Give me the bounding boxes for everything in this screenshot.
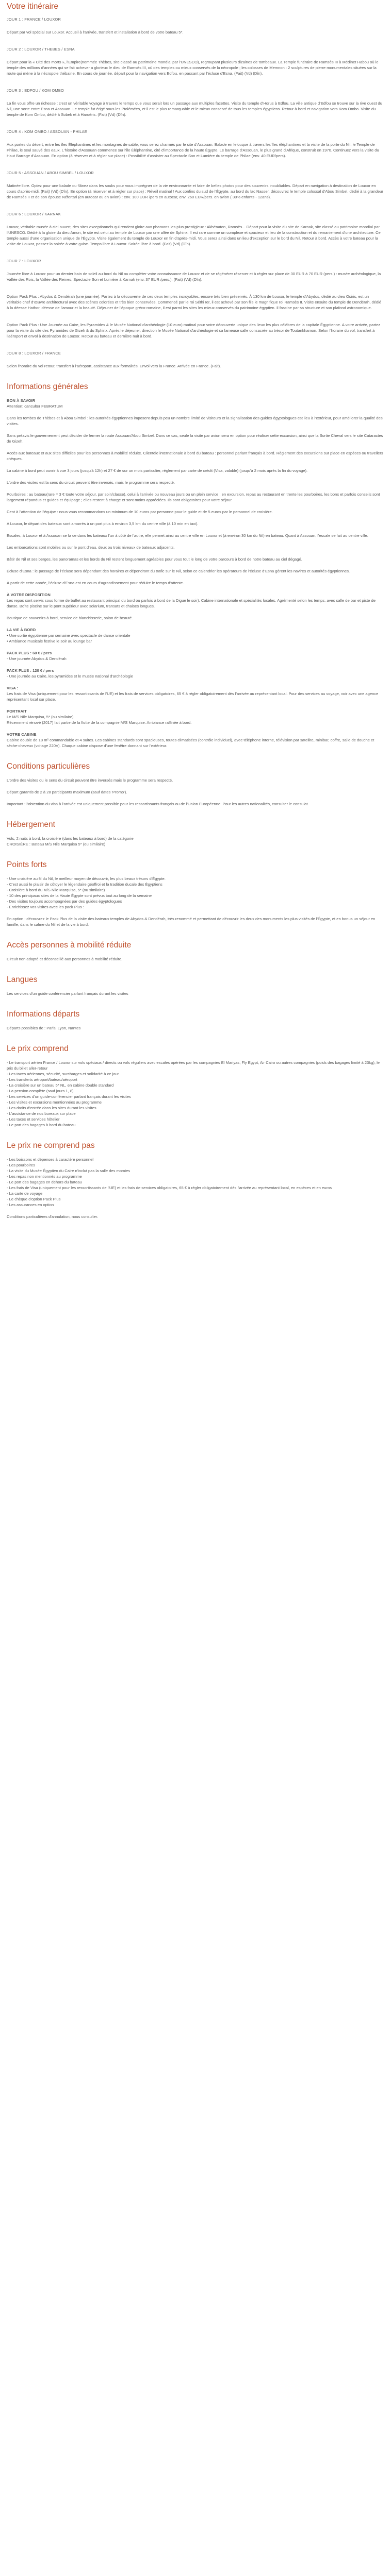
option-description: Option Pack Plus : Abydos & Dendérah (une journée). Partez à la découverte de ces deux temples incroyables, encore très bien préservés. À 130 km de Louxor, le temple d'Abydos, dédié au dieu Osiris, est un véritable chef d'œuvre architectural avec des scènes colorées et très bien conservées. Commencé par le roi Séthi Ier, il est achevé par son fils le magnifique roi Ramsès II. Visite ensuite du temple de Dendérah, dédié à la déesse Hathor, déesse de l'amour et la beauté. Déjeuner de l'époque gréco-romaine, il est parmi les sites les mieux conservés du patrimoine égyptien. Il fascine par sa structure et son plafond astronomique. (7, 294, 382, 310)
day-title: JOUR 4 : KOM OMBO / ASSOUAN - PHILAE (7, 129, 87, 134)
day-8 (7, 350, 384, 369)
highlights-list (7, 876, 384, 910)
conditions-paragraph: Important : l'obtention du visa à l'arrivée est uniquement possible pour les ressortissants français ou de l'Union Européenne. Pour les autres nationalités, consulter le consulat. (7, 802, 309, 806)
day-title: JOUR 2 : LOUXOR / THEBES / ESNA (7, 47, 75, 52)
info-block-text: Les embarcations sont mobiles ou sur le pont d'eau, deux ou trois niveaux de bateaux adjacents. (7, 545, 175, 550)
day-title: JOUR 1 : FRANCE / LOUXOR (7, 17, 61, 22)
highlight-item: - 10 des principaux sites de la Haute Égypte sont prévus tout au long de la semaine (7, 893, 152, 898)
day-title: JOUR 8 : LOUXOR / FRANCE (7, 351, 61, 355)
price-list-item: - Les frais de Visa (uniquement pour les ressortissants de l'UE) et les frais de services obligatoires, 65 € à régler obligatoirement dès l'arrivée au représentant local, en espèces et en euros (7, 1185, 332, 1190)
info-block (7, 627, 384, 644)
price-excludes-section (7, 1141, 384, 1219)
info-block (7, 509, 384, 515)
info-block (7, 568, 384, 574)
info-block (7, 492, 384, 503)
info-block-text: Attention: canculter FEBRATUM (7, 404, 63, 409)
day-5 (7, 170, 384, 200)
info-block (7, 545, 384, 550)
price-list-item: - Les pourboires (7, 1163, 35, 1167)
highlight-item: - Une croisière au fil du Nil, le meilleur moyen de découvrir, les plus beaux trésors d'Égypte. (7, 876, 166, 881)
info-block (7, 533, 384, 538)
day-1 (7, 16, 384, 35)
info-block-text: À partir de cette année, l'écluse d'Esna est en cours d'agrandissement pour réduire le temps d'attente. (7, 581, 184, 585)
accommodation-heading: Hébergement (7, 820, 55, 829)
day-description: Départ par vol spécial sur Louxor. Accueil à l'arrivée, transfert et installation à bord de votre bateau 5*. (7, 30, 184, 35)
general-info-blocks (7, 398, 384, 749)
info-block-label: VOTRE CABINE (7, 732, 37, 737)
info-block-text: Cent à l'attention de l'équipe : nous vous recommandons un minimum de 10 euros par personne pour le guide et de 5 euros par le personnel de croisière. (7, 510, 273, 514)
cancellation-note: Conditions particulières d'annulation, nous consulter. (7, 1214, 99, 1219)
highlight-item: - C'est aussi le plaisir de côtoyer le légendaire géoffroi et la tradition ducale des Égyptiens (7, 882, 162, 887)
accessibility-text: Circuit non adapté et déconseillé aux personnes à mobilité réduite. (7, 957, 123, 961)
day-title: JOUR 6 : LOUXOR / KARNAK (7, 212, 61, 216)
info-block (7, 708, 384, 725)
price-includes-heading: Le prix comprend (7, 1044, 69, 1053)
info-block-text: Accès aux bateaux et aux sites difficiles pour les personnes à mobilité réduite. Clientèle internationale à bord du bateau : personnel parlant français à bord. Règlement des excursions sur place en espèces ou travellers chèques. (7, 451, 383, 461)
day-title: JOUR 5 : ASSOUAN / ABOU SIMBEL / LOUXOR (7, 171, 94, 175)
price-list-item: - Les assurances en option (7, 1202, 54, 1207)
info-block-text: La cabine à bord peut ouvrir à vue 3 jours (jusqu'à 12h) et 27 € de sur un mois particulier, réglement par carte de crédit (Visa, valable) (jusqu'à 2 mois après la fin du voyage). (7, 468, 308, 473)
option-abydos (7, 294, 384, 311)
languages-section (7, 975, 384, 996)
price-list-item: - Les droits d'entrée dans les sites durant les visites (7, 1106, 96, 1110)
info-block (7, 668, 384, 679)
info-block (7, 732, 384, 749)
info-block-text: - Une journée au Caire, les pyramides et le musée national d'archéologie (7, 674, 134, 679)
info-block (7, 468, 384, 473)
departures-heading: Informations départs (7, 1010, 80, 1019)
highlight-item: - Enrichissez vos visites avec les pack Plus : (7, 905, 84, 909)
info-block-text: • Une sortie égyptienne par semaine avec spectacle de danse orientale • Ambiance musicale festive le soir au lounge bar (7, 633, 131, 643)
accommodation-text: Vols, 2 nuits à bord, la croisière (dans les bateaux à bord) de la catégorie CROISIÈRE : Bateau M/S Nile Marquisa 5* (ou similaire) (7, 836, 134, 846)
info-block-label: PACK PLUS : 60 € / pers (7, 651, 52, 655)
info-block-text: Pourboires : au bateau(rare = 3 € toute votre séjour, par soin/classe), celui à l'arrivée ou nouveau jours ou un plein service ; en excursion, repas au restaurant en trente les pourboires, les bons et parfois conseils sont largement répandus et guides et équipage ; elles restent à charge et sont moins appréciées. Ils sont obligatoires pour votre séjour. (7, 492, 380, 502)
departures-section (7, 1010, 384, 1031)
price-excludes-heading: Le prix ne comprend pas (7, 1141, 95, 1150)
option-description: Option Pack Plus : Une Journée au Caire, les Pyramides & le Musée National d'archéologie (10 euro) matinal pour votre découverte unique des lieux les plus célèbres de la capitale Égyptienne. A votre arrivée, partez pour la visite du site des Pyramides de Gizeh & du Sphinx. Après le déjeuner, direction le Musée National d'archéologie et sa fameuse salle consacrée au trésor de Toutankhamon. Selon l'horaire du vol, transfert à l'aéroport et envol à destination de Louxor. Retour au bateau et dernière nuit à bord. (7, 323, 381, 338)
info-block-text: Escales, à Louxor et à Assouan se fa ce dans les bateaux l'un à côté de l'autre, elle permet ainsi au centre ville en Louxor et (à environ 30 km du Nil) en bateau. Quant à Assouan, l'escale se fait au centre ville. (7, 533, 368, 538)
price-list-item: - Le port des bagages en dehors du bateau (7, 1180, 82, 1184)
day-description: Matinée libre. Optez pour une balade ou flânez dans les souks pour vous imprégner de la vie environnante et faire de belles photos pour des souvenirs inoubliables. Départ en navigation à destination de Louxor en cours d'après-midi. (Fait) (Vd) (Dîn). En option (à réserver et à régler sur place) : Réveil matinal ! Aux confins du sud de l'Égypte, au bord du lac Nasser, découvrez le temple colossal d'Abou Simbel, dédié à la grandeur de Ramsès II et de son épouse Néfertari (en autocar ou en avion) : env. 100 EUR /pers en autocar, env. 260 EUR/pers. en avion ( 30% enfants - 12ans). (7, 183, 383, 199)
info-block-label: À VOTRE DISPOSITION (7, 592, 51, 597)
day-7 (7, 258, 384, 282)
info-block-text: Les frais de Visa (uniquement pour les ressortissants de l'UE) et les frais de services obligatoires, 65 € à régler obligatoirement dès l'arrivée au représentant local. Pour des services au voyage, voir avec une agence représentant local sur place. (7, 691, 379, 702)
highlight-item: - Croisière à bord du M/S Nile Marquisa, 5* (ou similaire) (7, 888, 105, 892)
price-includes-section (7, 1044, 384, 1128)
day-description: La fin vous offre un richesse : c'est un véritable voyage à travers le temps que vous serait lors un passage aux multiples facettes. Visite du temple d'Horus à Edfou. La ville antique d'Edfou se trouve sur la rive ouest du Nil, une sorte entre Esna et Assouan. Le temple fut érigé sous les Ptolémées, et il est le plus remarquable et le mieux conservé de tous les temples égyptiens. Retour à bord et navigation vers Kom Ombo. Visite du temple de Kom Ombo, dédié à Sobek et à Haroëris. (Fait) (Vd) (Dîn). (7, 101, 382, 117)
info-block (7, 433, 384, 444)
general-info-heading: Informations générales (7, 382, 88, 391)
price-list-item: - Les taxes aériennes, sécurité, surcharges et solidarité à ce jour (7, 1072, 119, 1076)
info-block (7, 556, 384, 562)
price-list-item: - Les services d'un guide-conférencier parlant français durant les visites (7, 1094, 131, 1099)
info-block (7, 450, 384, 462)
info-block-text: L'ordre des visites est la sens du circuit peuvent être inversés, mais le programme sera respecté. (7, 480, 175, 485)
price-list-item: - Les boissons et dépenses à caractère personnel (7, 1157, 94, 1162)
info-block-text: Écluse d'Esna : le passage de l'écluse sera dépendant des horaires et dépendront du trafic sur le Nil, selon ce calendrier les opérateurs de l'écluse d'Esna gèrent les navires et autorités égyptiennes. (7, 569, 350, 573)
option-cairo (7, 322, 384, 339)
day-title: JOUR 3 : EDFOU / KOM OMBO (7, 88, 64, 93)
languages-text: Les services d'un guide conférencier parlant français durant les visites (7, 991, 128, 996)
info-block (7, 398, 384, 409)
highlights-closing: En option : découvrez le Pack Plus de la visite des bateaux temples de Abydos & Dendérah, très renommé et permettant de découvrir les deux des monuments les plus visités de l'Égypte, et en bonus un séjour en famille, dans le calme du Nil et de la vie à bord. (7, 917, 376, 927)
day-description: Journée libre à Louxor pour un dernier bain de soleil au bord du Nil ou compléter votre connaissance de Louxor et de se régénérer réserver et à régler sur place de 30 EUR à 70 EUR (pers.) : musée archéologique, la Vallée des Rois, la Vallée des Reines, Spectacle Son et Lumière à Karnak (env. 37 EUR /pers.). (Fait) (Vd) (Dîn). (7, 272, 381, 282)
departures-text: Départs possibles de : Paris, Lyon, Nantes (7, 1026, 81, 1030)
highlights-section (7, 860, 384, 927)
info-block (7, 415, 384, 427)
day-3 (7, 88, 384, 117)
info-block (7, 521, 384, 527)
info-block (7, 650, 384, 662)
price-list-item: - Les transferts aéroport/bateau/aéroport (7, 1077, 77, 1082)
conditions-paragraph: Départ garantis de 2 à 28 participants maximum (sauf dates 'Promo'). (7, 790, 127, 794)
info-block-text: Cabine double de 18 m² commandable et 4 suites. Les cabines standards sont spacieuses, toutes climatisées (contrôle individuel), avec téléphone interne, télévision par satellite, minibar, coffre, salle de douche et sèche-cheveux (voltage 220V). Chaque cabine dispose d'une fenêtre donnant sur l'extérieur. (7, 738, 374, 748)
price-list-item: - Les repas non mentionnés au programme (7, 1174, 82, 1179)
accessibility-section (7, 941, 384, 962)
conditions-section (7, 762, 384, 807)
info-block (7, 615, 384, 621)
day-description: Louxor, véritable musée à ciel ouvert, des sites exceptionnels qui rendent gloire aux pharaons les plus prestigieux : Akhénaton, Ramsès... Départ pour la visite du site de Karnak, site classé au patrimoine mondial par l'UNESCO. Dédié à la gloire du dieu Amon, le site est celui au temple de Louxor par une allée de Sphinx. Il est rare comme un complexe et spacieux et lieu de la construction et du remaniement d'une architecture. Ce temple aussi d'une organisation unique de l'Égypte. Visite également du temple de Louxor en fin d'après-midi. Vous serez ainsi dans un lieu d'exception sur le bord du Nil. Retour à bord. Accès à votre bateau pour la visite de Louxor, passez la soirée à votre guise. Temps libre à Louxor. Soirée libre à bord. (Fait) (Vd) (Dîn). (7, 225, 381, 246)
info-block-text: Bâtir de Nil et ses berges, les panoramas et les bords du Nil restent longuement agréables pour vous tout le long de votre parcours à bord de notre bateau au ciel dégagé. (7, 557, 302, 562)
info-block (7, 480, 384, 485)
general-info-section (7, 382, 384, 749)
info-block-text: Le M/S Nile Marquisa, 5* (ou similaire) Récemment rénové (2017) fait partie de la flotte de la compagnie M/S Marquise. Ambiance raffinée à bord. (7, 715, 192, 725)
info-block (7, 592, 384, 609)
highlights-heading: Points forts (7, 860, 47, 869)
price-list-item: - La visite du Musée Égyptien du Caire n'inclut pas la salle des momies (7, 1168, 131, 1173)
price-list-item: - La croisière sur un bateau 5* NL, en cabine double standard (7, 1083, 114, 1088)
trip-details (0, 0, 391, 1219)
info-block-text: Dans les tombes de Thèbes et à Abou Simbel : les autorités égyptiennes imposent depuis peu un nombre limité de visiteurs et la signalisation des guides égyptologues est lieu à l'extérieur, pour améliorer la qualité des visites. (7, 416, 383, 426)
languages-heading: Langues (7, 975, 38, 984)
price-list-item: - La pension complète (sauf jours 1, 8) (7, 1089, 74, 1093)
price-list-item: - Les taxes et services hôtelier (7, 1117, 60, 1122)
price-list-item: - L'assistance de nos bureaux sur place (7, 1111, 76, 1116)
info-block-label: PACK PLUS : 120 € / pers (7, 668, 54, 673)
price-list-item: - La carte de voyage (7, 1191, 43, 1196)
conditions-paragraph: L'ordre des visites ou le sens du circuit peuvent être inversés mais le programme sera respecté. (7, 778, 173, 783)
itinerary-heading: Votre itinéraire (7, 2, 58, 11)
day-description: Selon l'horaire du vol retour, transfert à l'aéroport, assistance aux formalités. Envol vers la France. Arrivée en France. (Fait). (7, 364, 221, 368)
info-block-text: Sans préavis le gouvernement peut décider de fermer la route Assouan/Abou Simbel. Dans ce cas, seule la visite par avion sera en option pour réaliser cette excursion, ainsi que la Sortie Cheval vers le site Cataractes de Gizeh. (7, 433, 383, 444)
day-4 (7, 129, 384, 159)
price-excludes-list (7, 1157, 384, 1208)
info-block (7, 580, 384, 586)
info-block-label: PORTRAIT (7, 709, 27, 714)
price-list-item: - Le transport aérien France / Louxor sur vols spéciaux / directs ou vols réguliers avec escales opérées par les compagnies El Mariyas, Fly Egypt, Air Cairo ou autres compagnies (poids des bagages limité à 23kg), le prix du billet aller-retour (7, 1060, 380, 1071)
day-6 (7, 211, 384, 247)
info-block-text: Boutique de souvenirs à bord, service de blanchisserie, salon de beauté. (7, 616, 133, 620)
conditions-heading: Conditions particulières (7, 762, 90, 771)
day-title: JOUR 7 : LOUXOR (7, 259, 41, 263)
accommodation-section (7, 820, 384, 847)
info-block (7, 685, 384, 702)
info-block-label: BON À SAVOIR (7, 398, 36, 403)
info-block-text: A Louxor, le départ des bateaux sont amarrés à un port plus à environ 3,5 km du centre ville (à 10 min en taxi). (7, 521, 199, 526)
day-description: Aux portes du désert, entre les îles Éléphantines et les montagnes de sable, vous serez charmés par le site d'Assouan. Balade en felouque à travers les îles éléphantines et la visite de la porte du Nil, le Temple de Philae, le seul sauvé des eaux. L'histoire d'Assouan commence sur l'île Éléphantine, cité d'importance de la haute Égypte. Le barrage d'Assouan, le plus grand d'Afrique, construit en 1970. Continuez vers la visite du Haut Barrage d'Assouan. En option (à réserver et à régler sur place) : Possibilité d'assister au Spectacle Son et Lumière du temple de Philae (env. 40 EUR/pers). (7, 142, 379, 158)
itinerary-days (7, 16, 384, 369)
info-block-text: - Une journée Abydos & Dendérah (7, 656, 67, 661)
price-includes-list (7, 1060, 384, 1128)
day-description: Départ pour la « Cité des morts », l'Empire(nommée Thèbes, site classé au patrimoine mondial par l'UNESCO), regroupant plusieurs dizaines de tombeaux. La Temple funéraire de Ramsès III à Médinet Habou où le temple des millions d'années qui se fait achever a glorieux le dieu de Ramsès III, où des temples ou mieux conservés de la nécropole ; les colosses de Memnon : 2 sculptures de pierre monumentales situées sur la route qui mène à la nécropole thébaine. En cours de journée, départ pour la navigation vers Edfou, en passant par l'écluse d'Esna. (Fait) (Vd) (Dîn). (7, 60, 379, 76)
accessibility-heading: Accès personnes à mobilité réduite (7, 941, 132, 950)
highlight-item: - Des visites toujours accompagnées par des guides égyptologues (7, 899, 122, 904)
price-list-item: - Les visites et excursions mentionnées au programme (7, 1100, 102, 1105)
price-list-item: - Le chèque d'option Pack Plus (7, 1197, 61, 1201)
price-list-item: - Le port des bagages à bord du bateau (7, 1123, 76, 1127)
day-2 (7, 46, 384, 76)
info-block-label: VISA : (7, 686, 19, 690)
info-block-label: LA VIE À BORD (7, 628, 36, 632)
info-block-text: Les repas sont servis sous forme de buffet au restaurant principal du bord ou parfois à bord de la Digue le soir). Cabine internationale et spécialités locales. Agrémenté selon les temps, avec salle de bar et piste de danse. Boîte piscine sur le pont supérieur avec solarium, transats et chaises longues. (7, 598, 376, 608)
